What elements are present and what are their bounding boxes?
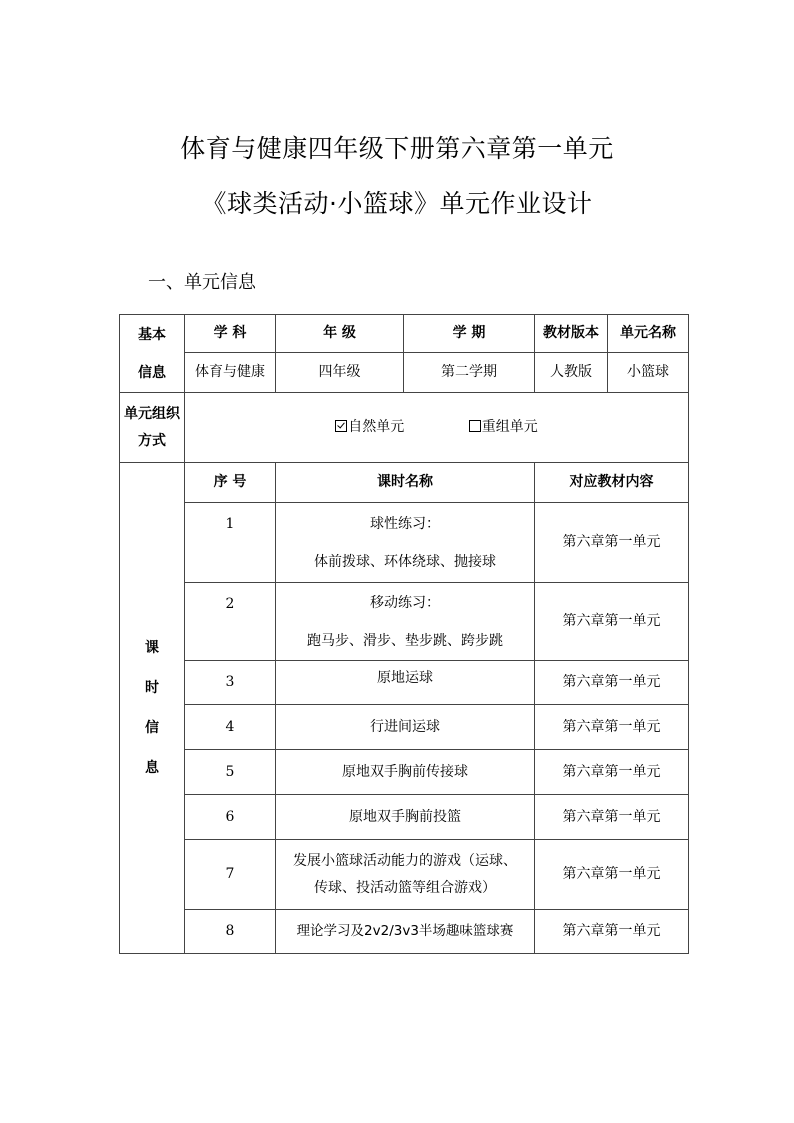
lesson-content: 第六章第一单元 [535, 503, 689, 583]
lesson-info-label [120, 463, 185, 954]
header-semester: 学 期 [404, 315, 535, 353]
lesson-content: 第六章第一单元 [535, 705, 689, 750]
lesson-label-char-2: 时 [145, 680, 159, 696]
basic-info-label-line2: 信息 [138, 364, 166, 381]
lesson-label-char-3: 信 [145, 720, 159, 736]
lesson-content: 第六章第一单元 [535, 795, 689, 840]
lesson-name-line2: 传球、投活动篮等组合游戏） [314, 879, 496, 896]
table-row [120, 750, 689, 795]
header-edition: 教材版本 [535, 315, 608, 353]
lesson-name: 原地双手胸前投篮 [276, 795, 535, 840]
lesson-no: 6 [185, 795, 276, 840]
checkbox-regroup-icon[interactable] [469, 420, 481, 432]
lesson-name-line2: 体前拨球、环体绕球、抛接球 [314, 553, 496, 570]
basic-info-label-line1: 基本 [138, 326, 166, 343]
basic-info-label [120, 315, 185, 393]
table-row [120, 705, 689, 750]
lesson-no: 8 [185, 910, 276, 954]
checkbox-natural-icon[interactable] [335, 420, 347, 432]
lesson-name-line1: 发展小篮球活动能力的游戏（运球、 [293, 852, 517, 869]
table-row [120, 795, 689, 840]
header-grade: 年 级 [276, 315, 404, 353]
lesson-label-char-4: 息 [145, 760, 159, 776]
document-title-line1: 体育与健康四年级下册第六章第一单元 [180, 134, 614, 163]
lesson-name [276, 840, 535, 910]
option-natural-label: 自然单元 [348, 419, 405, 436]
lesson-content: 第六章第一单元 [535, 910, 689, 954]
lesson-no: 2 [185, 583, 276, 661]
lesson-content: 第六章第一单元 [535, 840, 689, 910]
lesson-no: 4 [185, 705, 276, 750]
lesson-name-line1: 移动练习： [370, 594, 440, 611]
lesson-name-line2: 跑马步、滑步、垫步跳、跨步跳 [307, 632, 503, 649]
option-regroup-label: 重组单元 [481, 419, 538, 436]
option-natural-unit[interactable] [335, 416, 404, 438]
lesson-content: 第六章第一单元 [535, 583, 689, 661]
lesson-no: 5 [185, 750, 276, 795]
lesson-name: 理论学习及2v2/3v3半场趣味篮球赛 [276, 910, 535, 954]
value-semester: 第二学期 [404, 353, 535, 393]
org-label [120, 393, 185, 463]
lesson-no: 1 [185, 503, 276, 583]
lesson-no: 7 [185, 840, 276, 910]
document-title-line2: 《球类活动·小篮球》单元作业设计 [201, 189, 593, 218]
table-row [120, 583, 689, 661]
lesson-content: 第六章第一单元 [535, 661, 689, 705]
header-lesson-content: 对应教材内容 [535, 463, 689, 503]
header-lesson-name: 课时名称 [276, 463, 535, 503]
value-subject: 体育与健康 [185, 353, 276, 393]
org-label-line2: 方式 [138, 432, 166, 449]
lesson-name [276, 503, 535, 583]
header-unit-name: 单元名称 [608, 315, 689, 353]
lesson-name-line1: 球性练习： [370, 515, 440, 532]
section-heading: 一、单元信息 [148, 272, 256, 293]
table-row [120, 840, 689, 910]
org-label-line1: 单元组织 [124, 405, 180, 422]
lesson-name [276, 583, 535, 661]
header-lesson-no: 序 号 [185, 463, 276, 503]
option-regroup-unit[interactable] [469, 416, 538, 438]
lesson-content: 第六章第一单元 [535, 750, 689, 795]
lesson-name: 原地运球 [276, 661, 535, 705]
lesson-label-char-1: 课 [145, 640, 159, 656]
value-grade: 四年级 [276, 353, 404, 393]
header-subject: 学 科 [185, 315, 276, 353]
unit-info-table [119, 314, 689, 954]
lesson-no: 3 [185, 661, 276, 705]
lesson-name: 行进间运球 [276, 705, 535, 750]
table-row [120, 503, 689, 583]
value-edition: 人教版 [535, 353, 608, 393]
table-row [120, 661, 689, 705]
table-row [120, 910, 689, 954]
org-options [185, 393, 689, 463]
value-unit-name: 小篮球 [608, 353, 689, 393]
lesson-name: 原地双手胸前传接球 [276, 750, 535, 795]
